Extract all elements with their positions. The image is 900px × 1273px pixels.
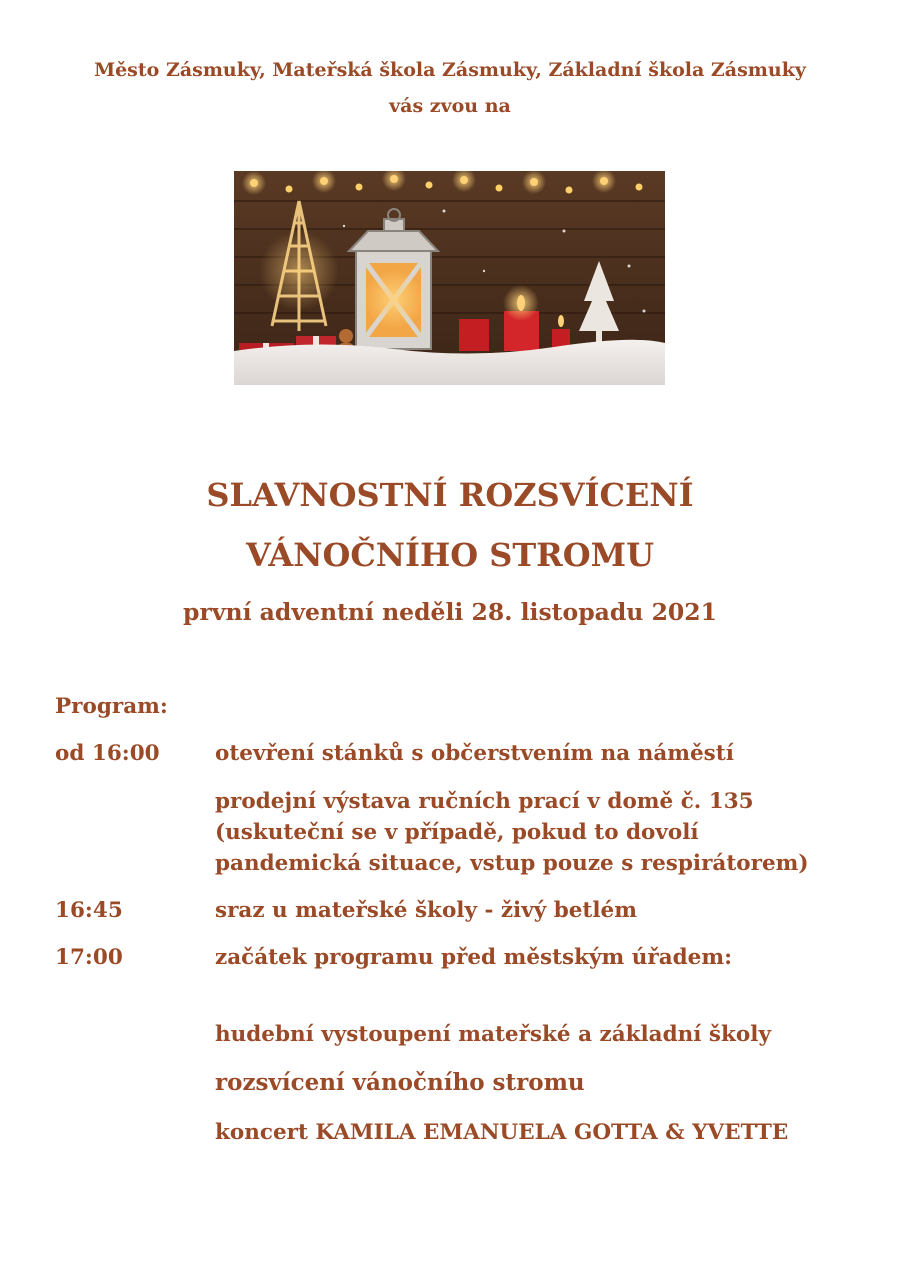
invite-line: vás zvou na: [389, 95, 511, 117]
event-title-line-2: VÁNOČNÍHO STROMU: [246, 536, 654, 574]
christmas-lantern-photo: [234, 171, 665, 385]
program-desc: pandemická situace, vstup pouze s respirátorem): [215, 851, 809, 876]
program-label: Program:: [55, 694, 168, 719]
event-date: první adventní neděli 28. listopadu 2021: [183, 598, 717, 626]
program-desc: otevření stánků s občerstvením na náměstí: [215, 741, 734, 766]
header: [0, 52, 900, 124]
program-desc: sraz u mateřské školy - živý betlém: [215, 898, 637, 923]
program-time: od 16:00: [55, 741, 160, 766]
program-time: 17:00: [55, 945, 123, 970]
organizers-line: Město Zásmuky, Mateřská škola Zásmuky, Základní škola Zásmuky: [94, 59, 806, 81]
program-item: koncert KAMILA EMANUELA GOTTA & YVETTE: [215, 1120, 789, 1145]
program-desc: prodejní výstava ručních prací v domě č. 135: [215, 789, 754, 814]
program-desc: (uskuteční se v případě, pokud to dovolí: [215, 820, 699, 845]
program-item: rozsvícení vánočního stromu: [215, 1069, 585, 1096]
event-title-line-1: SLAVNOSTNÍ ROZSVÍCENÍ: [206, 476, 694, 514]
program-item: hudební vystoupení mateřské a základní školy: [215, 1022, 771, 1047]
program-time: 16:45: [55, 898, 123, 923]
program-desc: začátek programu před městským úřadem:: [215, 945, 733, 970]
